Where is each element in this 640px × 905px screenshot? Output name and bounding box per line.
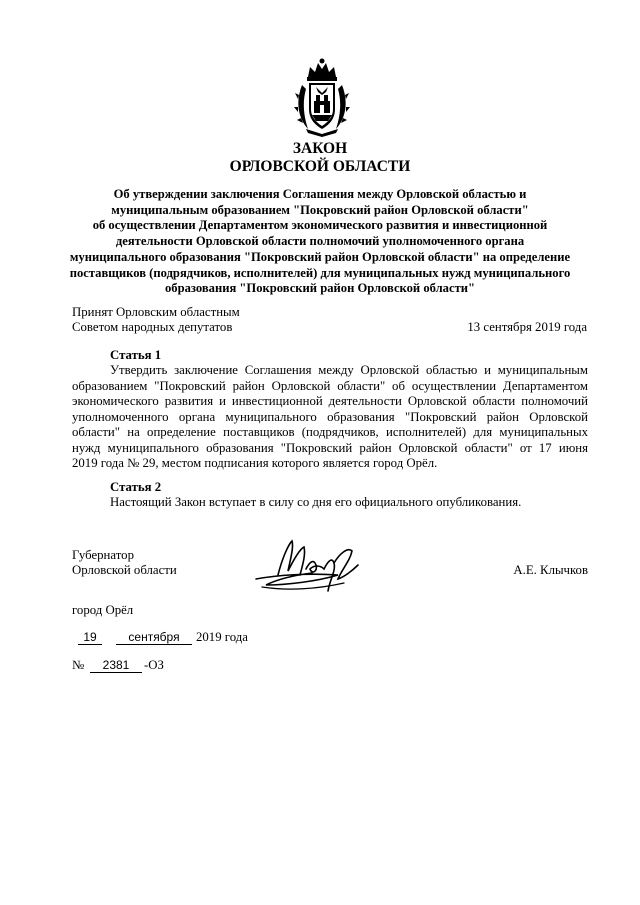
adoption-date: 13 сентября 2019 года [467,320,587,334]
signing-date [72,630,332,648]
signatory-position-line2: Орловской области [72,563,177,577]
article-1-text [72,363,588,472]
law-subject [64,187,576,297]
signatory-position-line1: Губернатор [72,548,134,562]
signing-month: сентября [116,630,192,645]
number-sign: № [72,658,85,672]
subject-line: об осуществлении Департаментом экономического развития и инвестиционной [92,218,548,233]
article-line: нужд муниципального образования "Покровский район Орловской области" от 17 июня [72,440,588,455]
article-line: 2019 года № 29, местом подписания которого является город Орёл. [72,456,438,470]
article-line: экономического развития и инвестиционной деятельности Орловской области полномочий [72,394,588,408]
law-number-suffix: -ОЗ [144,658,164,672]
document-type-title: ЗАКОН [292,140,348,157]
article-line: Настоящий Закон вступает в силу со дня его официального опубликования. [110,495,522,509]
article-line: области" на определение поставщиков (подрядчиков, исполнителей) для муниципальных [72,425,588,439]
oryol-oblast-coat-of-arms-icon [294,55,350,137]
signing-year: 2019 года [196,630,248,644]
article-2-heading: Статья 2 [110,480,162,494]
signing-place: город Орёл [72,603,134,617]
signatory-name: А.Е. Клычков [513,563,588,577]
signing-day: 19 [78,630,102,645]
subject-line: муниципальным образованием "Покровский район Орловской области" [111,202,529,217]
law-number [72,658,272,676]
handwritten-signature-icon [248,535,368,597]
article-line: образованием "Покровский район Орловской области" об осуществлении Департаментом [72,378,588,393]
subject-line: поставщиков (подрядчиков, исполнителей) для муниципальных нужд муниципального [69,265,571,280]
subject-line: образования "Покровский район Орловской области" [164,281,476,296]
article-line: уполномоченного органа муниципального образования "Покровский район Орловской [72,409,588,424]
subject-line: Об утверждении заключения Соглашения между Орловской областью и [113,187,527,201]
article-line: Утвердить заключение Соглашения между Орловской областью и муниципальным [110,363,588,377]
law-number-value: 2381 [90,658,142,673]
article-2-text [72,495,588,511]
adopted-by-line2: Советом народных депутатов [72,320,233,334]
subject-line: деятельности Орловской области полномочий уполномоченного органа [115,234,525,249]
adopted-by-line1: Принят Орловским областным [72,305,240,319]
subject-line: муниципального образования "Покровский район Орловской области" на определение [69,249,571,264]
issuer-title: ОРЛОВСКОЙ ОБЛАСТИ [229,158,411,175]
article-1-heading: Статья 1 [110,348,162,362]
